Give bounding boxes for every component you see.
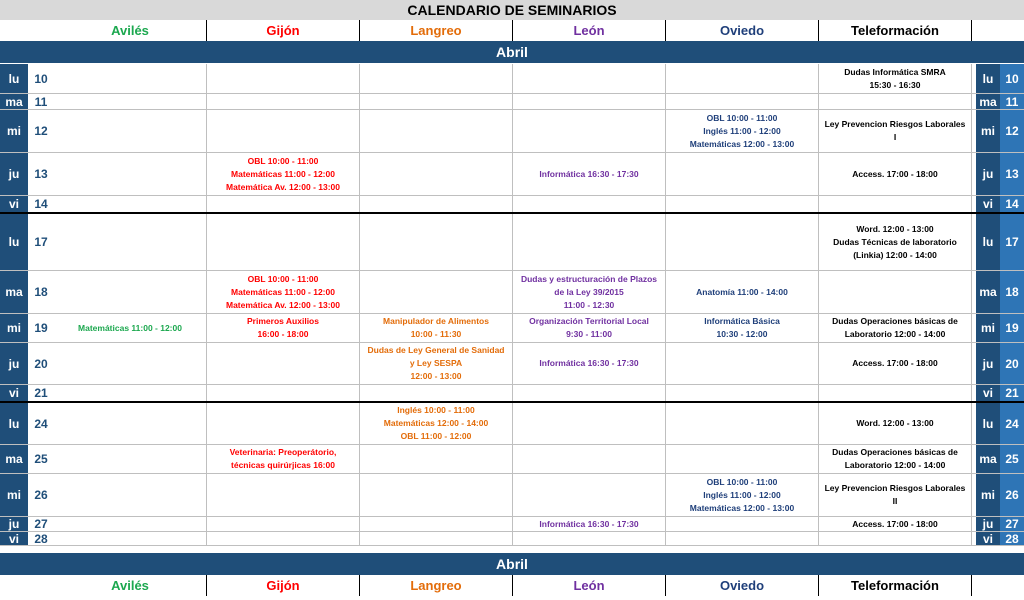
column-langreo: Langreo (360, 20, 513, 41)
column-oviedo: Oviedo (666, 575, 819, 596)
column-leon: León (513, 575, 666, 596)
cell-aviles (54, 314, 207, 342)
cell-langreo (360, 474, 513, 516)
cell-aviles (54, 271, 207, 313)
day-number: 19 (28, 314, 54, 342)
column-leon: León (513, 20, 666, 41)
seminar-text: Matemáticas 12:00 - 13:00 (689, 502, 795, 513)
day-row (0, 110, 1024, 153)
cell-oviedo (666, 271, 819, 313)
column-header-bottom (0, 575, 1024, 596)
cell-teleformacion (819, 385, 972, 401)
cell-teleformacion (819, 343, 972, 384)
cell-leon (513, 403, 666, 444)
day-number: 25 (28, 445, 54, 473)
cell-langreo (360, 517, 513, 531)
day-number-right: 25 (1000, 445, 1024, 473)
seminar-text: Veterinaria: Preoperátorio, (229, 447, 337, 457)
weekday-label: mi (0, 474, 28, 516)
day-row (0, 196, 1024, 214)
cell-leon (513, 314, 666, 342)
cell-langreo (360, 445, 513, 473)
cell-gijon (207, 385, 360, 401)
seminar-text: Dudas y estructuración de Plazos (520, 273, 658, 284)
weekday-label: vi (0, 385, 28, 401)
cell-gijon (207, 271, 360, 313)
cell-teleformacion (819, 110, 972, 152)
cell-gijon (207, 110, 360, 152)
day-row (0, 64, 1024, 94)
cell-aviles (54, 385, 207, 401)
column-teleformacion: Teleformación (819, 20, 972, 41)
weekday-label-right: ma (976, 271, 1000, 313)
seminar-text: Word. 12:00 - 13:00 (856, 418, 934, 428)
seminar-text: Matemáticas 12:00 - 13:00 (689, 138, 795, 149)
day-row (0, 214, 1024, 271)
cell-langreo (360, 343, 513, 384)
cell-gijon (207, 445, 360, 473)
column-gijon: Gijón (207, 575, 360, 596)
seminar-text: técnicas quirúrjicas 16:00 (231, 460, 335, 470)
seminar-text: Dudas Operaciones básicas de (832, 447, 958, 457)
cell-teleformacion (819, 271, 972, 313)
cell-leon (513, 153, 666, 195)
seminar-text: Laboratorio 12:00 - 14:00 (844, 460, 946, 470)
seminar-text: 15:30 - 16:30 (869, 79, 921, 90)
cell-teleformacion (819, 445, 972, 473)
cell-leon (513, 474, 666, 516)
day-number-right: 21 (1000, 385, 1024, 401)
page-title: CALENDARIO DE SEMINARIOS (0, 0, 1024, 20)
cell-aviles (54, 343, 207, 384)
seminar-text: Matemática Av. 12:00 - 13:00 (225, 181, 341, 192)
column-aviles: Avilés (54, 575, 207, 596)
seminar-text: OBL 10:00 - 11:00 (247, 273, 319, 284)
seminar-text: 16:00 - 18:00 (257, 329, 309, 339)
weekday-label-right: ma (976, 445, 1000, 473)
cell-aviles (54, 110, 207, 152)
day-row (0, 474, 1024, 517)
day-number-right: 19 (1000, 314, 1024, 342)
cell-teleformacion (819, 474, 972, 516)
cell-teleformacion (819, 403, 972, 444)
cell-aviles (54, 64, 207, 93)
seminar-text: 10:30 - 12:00 (716, 329, 768, 339)
cell-leon (513, 196, 666, 212)
day-number: 13 (28, 153, 54, 195)
weekday-label-right: vi (976, 532, 1000, 545)
seminar-text: Access. 17:00 - 18:00 (852, 358, 938, 368)
day-row (0, 385, 1024, 403)
cell-teleformacion (819, 517, 972, 531)
day-number: 10 (28, 64, 54, 93)
cell-teleformacion (819, 214, 972, 270)
cell-gijon (207, 64, 360, 93)
cell-langreo (360, 153, 513, 195)
cell-teleformacion (819, 64, 972, 93)
seminar-text: Ley Prevencion Riesgos Laborales (824, 483, 966, 493)
cell-langreo (360, 385, 513, 401)
weekday-label: mi (0, 110, 28, 152)
cell-langreo (360, 403, 513, 444)
seminar-text: Anatomía 11:00 - 14:00 (696, 286, 788, 297)
weekday-label-right: mi (976, 110, 1000, 152)
seminar-text: Inglés 11:00 - 12:00 (703, 489, 781, 500)
seminar-text: y Ley SESPA (409, 358, 463, 368)
day-number: 24 (28, 403, 54, 444)
seminar-text: 9:30 - 11:00 (566, 329, 612, 339)
seminar-text: I (893, 132, 897, 142)
day-number-right: 12 (1000, 110, 1024, 152)
cell-langreo (360, 532, 513, 545)
cell-aviles (54, 94, 207, 109)
cell-leon (513, 214, 666, 270)
weekday-label-right: lu (976, 64, 1000, 93)
day-number: 12 (28, 110, 54, 152)
cell-aviles (54, 474, 207, 516)
seminar-text: Informática Básica (704, 316, 780, 326)
day-row (0, 94, 1024, 110)
day-row (0, 153, 1024, 196)
cell-langreo (360, 196, 513, 212)
cell-gijon (207, 94, 360, 109)
seminar-text: Ley Prevencion Riesgos Laborales (824, 119, 966, 129)
column-aviles: Avilés (54, 20, 207, 41)
cell-oviedo (666, 314, 819, 342)
weekday-label: ma (0, 445, 28, 473)
weekday-label-right: mi (976, 474, 1000, 516)
cell-leon (513, 343, 666, 384)
day-number-right: 24 (1000, 403, 1024, 444)
cell-gijon (207, 474, 360, 516)
cell-gijon (207, 314, 360, 342)
seminar-text: Dudas Informática SMRA (844, 66, 946, 77)
day-number-right: 10 (1000, 64, 1024, 93)
seminar-text: Word. 12:00 - 13:00 (856, 223, 934, 234)
day-number: 14 (28, 196, 54, 212)
cell-oviedo (666, 445, 819, 473)
cell-oviedo (666, 517, 819, 531)
weekday-label: ju (0, 153, 28, 195)
cell-teleformacion (819, 314, 972, 342)
weekday-label: vi (0, 532, 28, 545)
day-row (0, 403, 1024, 445)
cell-oviedo (666, 532, 819, 545)
day-number-right: 11 (1000, 94, 1024, 109)
day-number-right: 13 (1000, 153, 1024, 195)
day-number: 18 (28, 271, 54, 313)
column-header-top (0, 20, 1024, 41)
seminar-text: Informática 16:30 - 17:30 (539, 358, 639, 368)
seminar-text: (Linkia) 12:00 - 14:00 (853, 249, 937, 260)
day-number: 28 (28, 532, 54, 545)
cell-teleformacion (819, 196, 972, 212)
seminar-text: Matemática Av. 12:00 - 13:00 (225, 299, 341, 310)
cell-oviedo (666, 110, 819, 152)
day-number: 27 (28, 517, 54, 531)
day-row (0, 343, 1024, 385)
column-langreo: Langreo (360, 575, 513, 596)
cell-oviedo (666, 343, 819, 384)
cell-leon (513, 445, 666, 473)
cell-langreo (360, 271, 513, 313)
weekday-label: lu (0, 214, 28, 270)
cell-oviedo (666, 196, 819, 212)
seminar-text: Manipulador de Alimentos (383, 316, 489, 326)
cell-gijon (207, 153, 360, 195)
weekday-label: ma (0, 94, 28, 109)
cell-langreo (360, 110, 513, 152)
cell-oviedo (666, 153, 819, 195)
seminar-text: OBL 10:00 - 11:00 (247, 155, 319, 166)
seminar-text: OBL 11:00 - 12:00 (400, 431, 472, 441)
cell-langreo (360, 214, 513, 270)
seminar-text: Access. 17:00 - 18:00 (852, 168, 938, 179)
seminar-text: OBL 10:00 - 11:00 (706, 476, 778, 487)
column-teleformacion: Teleformación (819, 575, 972, 596)
column-oviedo: Oviedo (666, 20, 819, 41)
day-number: 17 (28, 214, 54, 270)
cell-teleformacion (819, 94, 972, 109)
weekday-label-right: vi (976, 196, 1000, 212)
cell-aviles (54, 532, 207, 545)
day-row (0, 314, 1024, 343)
day-number: 26 (28, 474, 54, 516)
day-number: 20 (28, 343, 54, 384)
day-number-right: 26 (1000, 474, 1024, 516)
seminar-text: Inglés 10:00 - 11:00 (397, 405, 475, 415)
day-row (0, 271, 1024, 314)
weekday-label: ma (0, 271, 28, 313)
day-number-right: 28 (1000, 532, 1024, 545)
cell-gijon (207, 517, 360, 531)
cell-leon (513, 94, 666, 109)
weekday-label-right: ma (976, 94, 1000, 109)
day-row (0, 445, 1024, 474)
column-gijon: Gijón (207, 20, 360, 41)
seminar-text: 11:00 - 12:30 (563, 299, 615, 310)
cell-langreo (360, 64, 513, 93)
month-banner-top: Abril (0, 41, 1024, 63)
weekday-label-right: lu (976, 214, 1000, 270)
cell-oviedo (666, 474, 819, 516)
cell-teleformacion (819, 153, 972, 195)
seminar-text: Dudas Técnicas de laboratorio (833, 236, 957, 247)
cell-langreo (360, 314, 513, 342)
weekday-label: ju (0, 343, 28, 384)
cell-aviles (54, 403, 207, 444)
day-row (0, 517, 1024, 532)
weekday-label-right: ju (976, 343, 1000, 384)
seminar-text: 12:00 - 13:00 (410, 371, 462, 381)
weekday-label: lu (0, 403, 28, 444)
day-number-right: 14 (1000, 196, 1024, 212)
weekday-label-right: lu (976, 403, 1000, 444)
cell-aviles (54, 214, 207, 270)
cell-aviles (54, 517, 207, 531)
cell-aviles (54, 445, 207, 473)
cell-leon (513, 385, 666, 401)
weekday-label-right: ju (976, 517, 1000, 531)
cell-gijon (207, 403, 360, 444)
seminar-text: Matemáticas 12:00 - 14:00 (383, 418, 489, 428)
cell-oviedo (666, 385, 819, 401)
cell-aviles (54, 153, 207, 195)
day-number-right: 20 (1000, 343, 1024, 384)
cell-leon (513, 110, 666, 152)
weekday-label: vi (0, 196, 28, 212)
cell-oviedo (666, 214, 819, 270)
weekday-label: mi (0, 314, 28, 342)
cell-leon (513, 64, 666, 93)
cell-leon (513, 517, 666, 531)
seminar-text: OBL 10:00 - 11:00 (706, 112, 778, 123)
seminar-text: Dudas Operaciones básicas de (832, 316, 958, 326)
weekday-label-right: mi (976, 314, 1000, 342)
seminar-text: II (892, 496, 898, 506)
weekday-label-right: vi (976, 385, 1000, 401)
day-number-right: 27 (1000, 517, 1024, 531)
seminar-text: Organización Territorial Local (529, 316, 649, 326)
weekday-label: ju (0, 517, 28, 531)
seminar-text: Primeros Auxilios (247, 316, 319, 326)
seminar-text: Access. 17:00 - 18:00 (852, 518, 938, 529)
day-number: 11 (28, 94, 54, 109)
cell-gijon (207, 214, 360, 270)
cell-oviedo (666, 64, 819, 93)
cell-aviles (54, 196, 207, 212)
cell-leon (513, 271, 666, 313)
cell-oviedo (666, 94, 819, 109)
seminar-text: Informática 16:30 - 17:30 (539, 168, 639, 179)
seminar-text: de la Ley 39/2015 (554, 286, 624, 297)
day-number-right: 17 (1000, 214, 1024, 270)
month-banner-bottom: Abril (0, 553, 1024, 575)
weekday-label-right: ju (976, 153, 1000, 195)
cell-oviedo (666, 403, 819, 444)
seminar-text: Matemáticas 11:00 - 12:00 (231, 286, 335, 297)
day-number-right: 18 (1000, 271, 1024, 313)
seminar-text: Laboratorio 12:00 - 14:00 (844, 329, 946, 339)
cell-teleformacion (819, 532, 972, 545)
seminar-text: 10:00 - 11:30 (410, 329, 462, 339)
seminar-text: Matemáticas 11:00 - 12:00 (231, 168, 335, 179)
seminar-text: Informática 16:30 - 17:30 (539, 518, 639, 529)
cell-leon (513, 532, 666, 545)
day-number: 21 (28, 385, 54, 401)
cell-gijon (207, 196, 360, 212)
day-row (0, 532, 1024, 546)
seminar-text: Matemáticas 11:00 - 12:00 (78, 322, 182, 333)
cell-langreo (360, 94, 513, 109)
seminar-text: Dudas de Ley General de Sanidad (367, 345, 505, 355)
weekday-label: lu (0, 64, 28, 93)
cell-gijon (207, 532, 360, 545)
seminar-text: Inglés 11:00 - 12:00 (703, 125, 781, 136)
cell-gijon (207, 343, 360, 384)
